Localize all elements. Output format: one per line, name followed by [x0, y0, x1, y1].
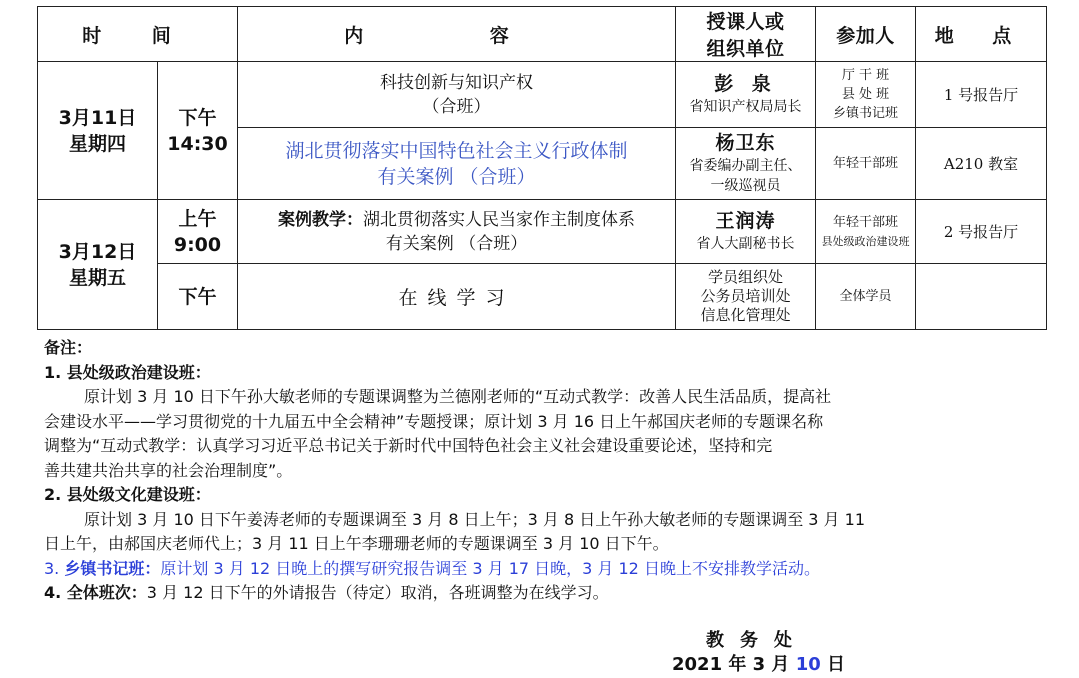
note-1-line: 会建设水平——学习贯彻党的十九届五中全会精神”专题授课；原计划 3 月 16 日上午郝国庆老师的专题课名称 [44, 411, 824, 431]
note-2-title: 2. 县处级文化建设班： [44, 485, 211, 504]
org-item: 学员组织处 [707, 268, 783, 286]
date-weekday: 星期五 [68, 266, 126, 289]
teacher-cell [676, 62, 816, 128]
topic-cell [238, 62, 676, 128]
note-4-title: 4. 全体班次： [44, 583, 147, 602]
time-period: 上午 [178, 207, 217, 230]
participant-item: 乡镇书记班 [832, 106, 898, 121]
date-cell [38, 200, 158, 330]
header-teacher [676, 7, 816, 62]
topic-prefix: 案例教学： [278, 209, 363, 230]
table-row [38, 200, 1047, 264]
signature-date-day: 10 [795, 654, 821, 675]
topic-title: 科技创新与知识产权 [380, 72, 533, 93]
topic-class: 有关案例 （合班） [377, 165, 536, 188]
teacher-name: 彭 泉 [714, 73, 777, 95]
teacher-name: 杨卫东 [715, 132, 776, 154]
teacher-title: 一级巡视员 [710, 178, 781, 194]
table-row [38, 264, 1047, 330]
time-clock: 9:00 [173, 233, 222, 256]
signature-office: 教务处 [706, 630, 808, 651]
note-1-line: 原计划 3 月 10 日下午孙大敏老师的专题课调整为兰德刚老师的“互动式教学：改善人民生活品质，提高社 [84, 387, 832, 406]
topic-class: （合班） [422, 96, 491, 117]
note-2-line: 原计划 3 月 10 日下午姜涛老师的专题课调至 3 月 8 日上午；3 月 8 日上午孙大敏老师的专题课调至 3 月 11 [84, 509, 866, 529]
notes-section [44, 336, 1044, 606]
teacher-title: 省委编办副主任、 [689, 158, 802, 174]
date-weekday: 星期四 [68, 132, 126, 155]
date-cell [38, 62, 158, 200]
header-content: 内 容 [238, 7, 676, 62]
participant-item: 县 处 班 [841, 87, 890, 102]
participants-cell [816, 200, 916, 264]
time-cell [158, 62, 238, 200]
participant-item: 厅 干 班 [841, 68, 890, 83]
note-3-title: 乡镇书记班： [64, 558, 161, 578]
teacher-title: 省知识产权局局长 [689, 99, 802, 115]
note-1-line: 调整为“互动式教学：认真学习习近平总书记关于新时代中国特色社会主义社会建设重要论述，坚持和完 [44, 436, 773, 455]
note-1-line: 善共建共治共享的社会治理制度”。 [44, 460, 293, 480]
time-cell [158, 200, 238, 264]
teacher-name: 王润涛 [715, 210, 776, 232]
teacher-cell [676, 264, 816, 330]
header-teacher-line1: 授课人或 [706, 11, 785, 33]
date-day: 3月11日 [58, 106, 137, 129]
header-participants: 参加人 [816, 7, 916, 62]
note-3-text: 原计划 3 月 12 日晚上的撰写研究报告调至 3 月 17 日晚，3 月 12 日晚上不安排教学活动。 [160, 558, 820, 578]
teacher-cell [676, 128, 816, 200]
header-teacher-line2: 组织单位 [706, 38, 785, 60]
participants-cell: 年轻干部班 [816, 128, 916, 200]
note-3-number: 3. [44, 558, 65, 578]
participant-item: 年轻干部班 [832, 214, 898, 230]
date-day: 3月12日 [58, 240, 137, 263]
header-row [38, 7, 1047, 62]
time-cell: 下午 [158, 264, 238, 330]
place-cell: A210 教室 [916, 128, 1047, 200]
topic-cell [238, 128, 676, 200]
topic-title-text: 湖北贯彻落实人民当家作主制度体系 [363, 209, 635, 230]
topic-cell: 在线学习 [238, 264, 676, 330]
org-item: 信息化管理处 [700, 306, 791, 324]
place-cell: 1 号报告厅 [916, 62, 1047, 128]
time-period: 下午 [178, 106, 217, 129]
header-time: 时 间 [38, 7, 238, 62]
participants-cell [816, 62, 916, 128]
note-1-title: 1. 县处级政治建设班： [44, 362, 211, 382]
table-row [38, 62, 1047, 128]
note-2-line: 日上午，由郝国庆老师代上；3 月 11 日上午李珊珊老师的专题课调至 3 月 10 日下午。 [44, 534, 669, 553]
signature-date [672, 650, 845, 676]
place-cell: 2 号报告厅 [916, 200, 1047, 264]
header-place: 地 点 [916, 7, 1047, 62]
org-item: 公务员培训处 [700, 287, 791, 305]
signature-date-prefix: 2021 年 3 月 [672, 654, 796, 675]
participant-item: 县处级政治建设班 [821, 234, 910, 248]
topic-title: 湖北贯彻落实中国特色社会主义行政体制 [285, 139, 628, 162]
teacher-title: 省人大副秘书长 [696, 236, 795, 252]
signature-date-suffix: 日 [820, 654, 846, 675]
participants-cell: 全体学员 [816, 264, 916, 330]
topic-title [238, 208, 675, 232]
topic-cell [238, 200, 676, 264]
schedule-table [37, 6, 1047, 330]
teacher-cell [676, 200, 816, 264]
topic-class: 有关案例 （合班） [385, 233, 528, 254]
note-3 [44, 557, 1044, 582]
note-4-text: 3 月 12 日下午的外请报告（待定）取消，各班调整为在线学习。 [146, 583, 609, 602]
notes-title: 备注： [44, 338, 93, 357]
note-4 [44, 581, 1044, 606]
time-clock: 14:30 [167, 132, 228, 155]
place-cell [916, 264, 1047, 330]
